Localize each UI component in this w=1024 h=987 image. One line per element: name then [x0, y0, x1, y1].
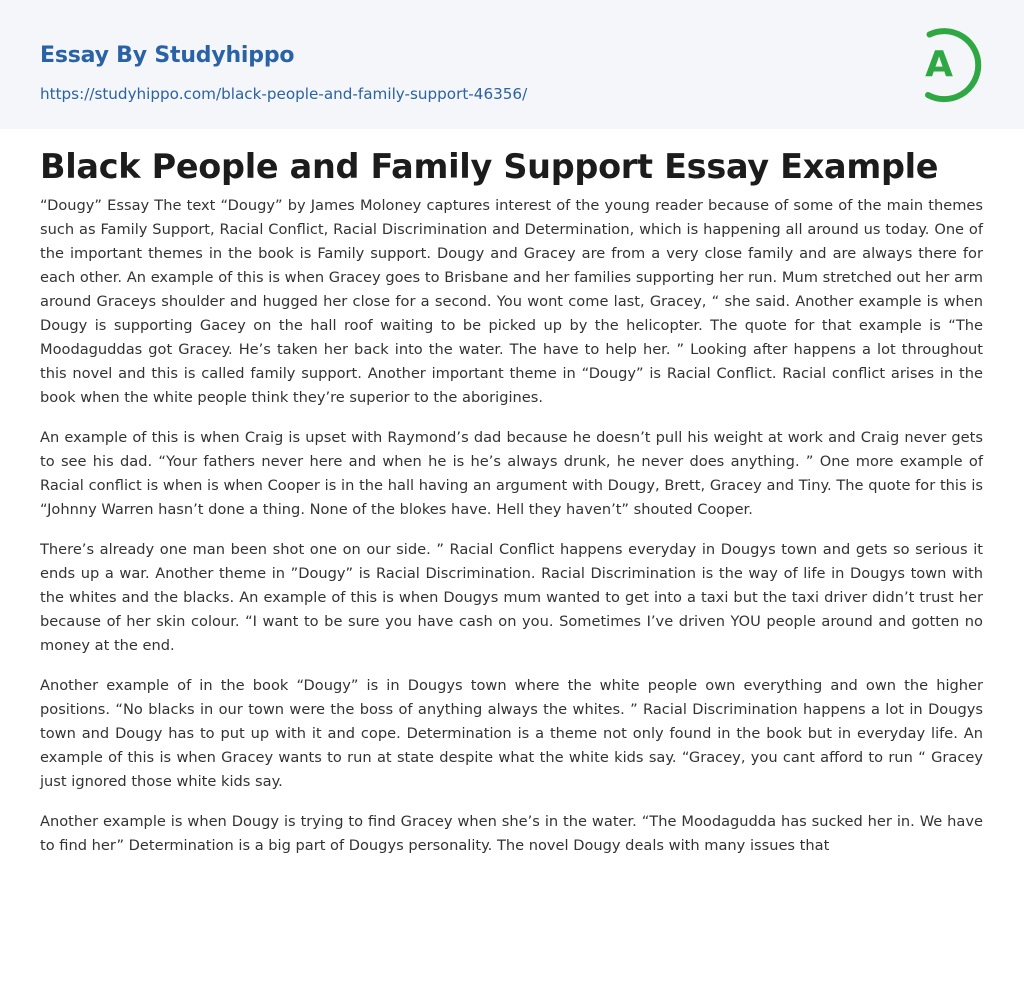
site-brand[interactable]: Essay By Studyhippo	[40, 43, 295, 68]
essay-paragraph: “Dougy” Essay The text “Dougy” by James Moloney captures interest of the young reader because of some of the main themes such as Family Support, Racial Conflict, Racial Discrimination and Determination, which is happening all around us today. One of the important themes in the book is Family support. Dougy and Gracey are from a very close family and are always there for each other. An example of this is when Gracey goes to Brisbane and her families supporting her run. Mum stretched out her arm around Graceys shoulder and hugged her close for a second. You wont come last, Gracey, “ she said. Another example is when Dougy is supporting Gacey on the hall roof waiting to be picked up by the helicopter. The quote for that example is “The Moodaguddas got Gracey. He’s taken her back into the water. The have to help her. ” Looking after happens a lot throughout this novel and this is called family support. Another important theme in “Dougy” is Racial Conflict. Racial conflict arises in the book when the white people think they’re superior to the aborigines.	[40, 197, 983, 406]
essay-paragraph: Another example is when Dougy is trying to find Gracey when she’s in the water. “The Moodagudda has sucked her in. We have to find her” Determination is a big part of Dougys personality. The novel Dougy deals with many issues that	[40, 813, 983, 854]
essay-paragraph: An example of this is when Craig is upset with Raymond’s dad because he doesn’t pull his weight at work and Craig never gets to see his dad. “Your fathers never here and when he is he’s always drunk, he never does anything. ” One more example of Racial conflict is when is when Cooper is in the hall having an argument with Dougy, Brett, Gracey and Tiny. The quote for this is “Johnny Warren hasn’t done a thing. None of the blokes have. Hell they haven’t” shouted Cooper.	[40, 429, 983, 518]
essay-paragraph: Another example of in the book “Dougy” is in Dougys town where the white people own everything and own the higher positions. “No blacks in our town were the boss of anything always the whites. ” Racial Discrimination happens a lot in Dougys town and Dougy has to put up with it and cope. Determination is a theme not only found in the book but in everyday life. An example of this is when Gracey wants to run at state despite what the white kids say. “Gracey, you cant afford to run “ Gracey just ignored those white kids say.	[40, 677, 983, 790]
essay-paragraph: There’s already one man been shot one on our side. ” Racial Conflict happens everyday in Dougys town and gets so serious it ends up a war. Another theme in ”Dougy” is Racial Discrimination. Racial Discrimination is the way of life in Dougys town with the whites and the blacks. An example of this is when Dougys mum wanted to get into a taxi but the taxi driver didn’t trust her because of her skin colour. “I want to be sure you have cash on you. Sometimes I’ve driven YOU people around and gotten no money at the end.	[40, 541, 983, 654]
logo-letter: A	[925, 44, 953, 85]
site-header	[0, 0, 1024, 129]
page-title: Black People and Family Support Essay Example	[40, 147, 939, 186]
essay-body	[40, 194, 983, 874]
page-url-link[interactable]: https://studyhippo.com/black-people-and-family-support-46356/	[40, 85, 528, 103]
studyhippo-logo-icon[interactable]	[912, 19, 986, 105]
